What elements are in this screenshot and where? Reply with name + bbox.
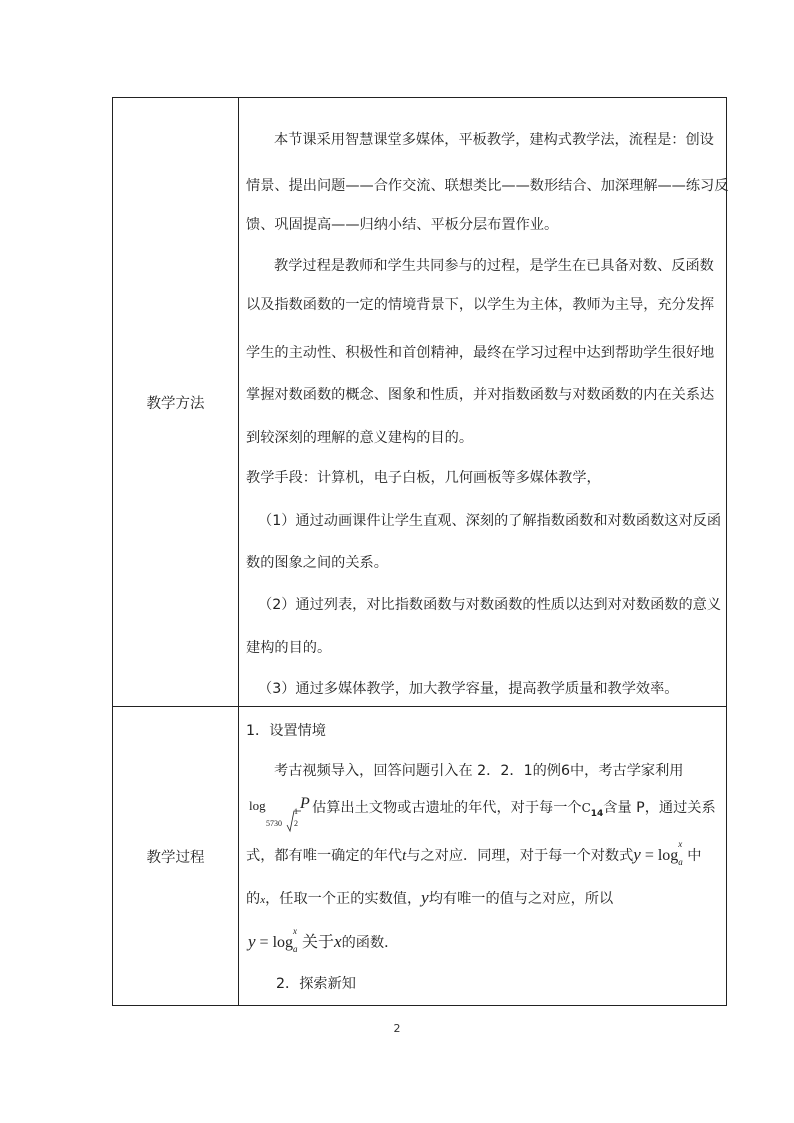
text-line-formula: y = log x a 关于x的函数． [248,926,399,954]
text-line: 教学过程是教师和学生共同参与的过程，是学生在已具备对数、反函数 [274,258,714,274]
text-line: 数的图象之间的关系。 [246,555,388,571]
text-line: 学生的主动性、积极性和首创精神，最终在学习过程中达到帮助学生很好地 [246,345,715,361]
text-line: 掌握对数函数的概念、图象和性质，并对指数函数与对数函数的内在关系达 [246,387,715,403]
text-line: （2）通过列表，对比指数函数与对数函数的性质以达到对对数函数的意义 [258,597,722,613]
row-teaching-process [113,707,726,1006]
text-line: （3）通过多媒体教学，加大教学容量，提高教学质量和教学效率。 [258,681,679,697]
section-heading: 1．设置情境 [246,723,326,739]
frac-num: 1 [294,807,298,816]
log-base: 5730 [266,819,282,828]
text-line: 馈、巩固提高——归纳小结、平板分层布置作业。 [246,217,559,233]
frac-den: 2 [294,819,298,828]
text-line: 以及指数函数的一定的情境背景下，以学生为主体，教师为主导，充分发挥 [246,297,715,313]
text-line-formula: 式，都有唯一确定的年代t与之对应．同理，对于每一个对数式y = log x a 中 [246,839,702,867]
text-line: 教学手段：计算机，电子白板，几何画板等多媒体教学， [246,470,601,486]
page-number: 2 [393,1022,401,1035]
text-line: 考古视频导入，回答问题引入在 2．2．1的例6中，考古学家利用 [274,763,684,779]
text-line: （1）通过动画课件让学生直观、深刻的了解指数函数和对数函数这对反函 [258,513,722,529]
lesson-table [112,97,727,1006]
label-teaching-method: 教学方法 [113,98,239,706]
text-line: 情景、提出问题——合作交流、联想类比——数形结合、加深理解——练习反 [246,178,729,194]
text: 估算出土文物或古遗址的年代，对于每一个$C_{14}$含量 P，通过关系 [312,800,716,819]
var-P: P [300,795,310,812]
section-heading: 2．探索新知 [276,976,356,992]
text-line: 到较深刻的理解的意义建构的目的。 [246,430,474,446]
text-line-formula: 的x，任取一个正的实数值，y均有唯一的值与之对应，所以 [246,888,614,907]
text-line: 本节课采用智慧课堂多媒体，平板教学，建构式教学法，流程是：创设 [274,132,714,148]
row-teaching-method [113,98,729,707]
text-line: 建构的目的。 [246,640,332,656]
label-teaching-process: 教学过程 [113,707,239,1005]
log-text: log [249,798,266,813]
